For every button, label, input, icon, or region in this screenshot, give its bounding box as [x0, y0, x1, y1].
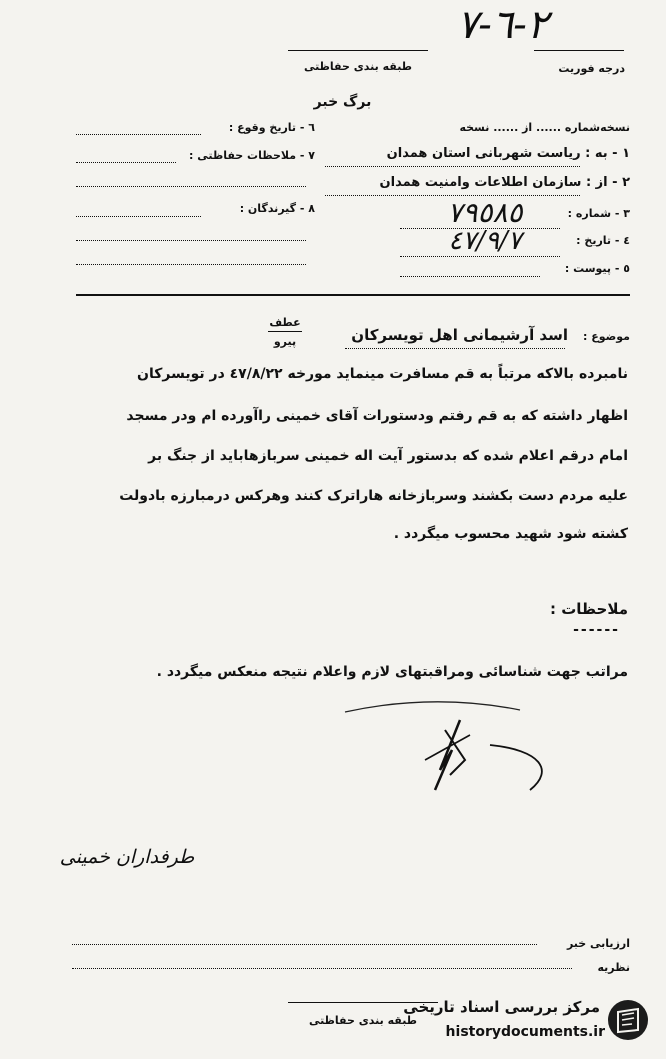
attachment-field-line [400, 276, 540, 277]
security-notes-line-2 [76, 186, 306, 187]
recipients-line-3 [76, 264, 306, 265]
copy-number-row: نسخه‌شماره ...... از ...... نسخه [459, 121, 630, 134]
handwritten-document-number: ٢-٦-٧ [456, 2, 549, 48]
number-value-handwritten: ٧٩٥٨٥ [447, 196, 523, 229]
subject-value: اسد آرشیمانی اهل تویسرکان [351, 326, 568, 344]
classification-label-bottom: طبقه بندی حفاظتی [308, 1014, 418, 1027]
body-line-1: نامبرده بالاکه مرتباً به قم مسافرت مینماید مورخه ٤٧/٨/٢٢ در تویسرکان [137, 366, 628, 382]
event-date-label: ٦ - تاریخ وقوع : [228, 121, 315, 134]
handwritten-note: طرفداران خمینی [59, 846, 195, 868]
opinion-line [72, 968, 572, 969]
classification-rule-top [288, 50, 428, 51]
signature-mark [340, 690, 570, 800]
priority-label: درجه فوریت [558, 62, 625, 75]
date-value-handwritten: ٤٧/٩/٧ [448, 226, 522, 256]
date-label: ٤ - تاریخ : [576, 234, 630, 247]
event-date-line [76, 134, 201, 135]
body-line-2: اظهار داشته که به قم رفتم ودستورات آقای خمینی راآورده ام ودر مسجد [126, 408, 628, 424]
security-notes-label: ٧ - ملاحظات حفاظتی : [189, 149, 315, 162]
subject-label: موضوع : [583, 330, 630, 343]
watermark-title: مرکز بررسی اسناد تاریخی [403, 998, 600, 1016]
classification-label-top: طبقه بندی حفاظتی [303, 60, 413, 73]
attachment-label: ٥ - پیوست : [564, 262, 630, 275]
from-field: ۲ - از : سازمان اطلاعات وامنیت همدان [379, 175, 630, 190]
watermark-url: historydocuments.ir [445, 1024, 605, 1040]
reference-divider [268, 331, 302, 332]
evaluation-label: ارزیابی خبر [566, 937, 630, 950]
reference-atf: عطف [269, 316, 301, 329]
evaluation-line [72, 944, 537, 945]
body-line-4: علیه مردم دست بکشند وسربازخانه هاراترک کنند وهرکس درمبارزه بادولت [119, 488, 628, 504]
archive-logo-icon [608, 1000, 648, 1040]
recipients-line-2 [76, 240, 306, 241]
notes-label: ملاحظات : [549, 600, 628, 618]
date-field-line [400, 256, 560, 257]
form-title: برگ خبر [313, 94, 372, 110]
opinion-label: نظریه [597, 961, 630, 974]
notes-text: مراتب جهت شناسائی ومراقبتهای لازم واعلام نتیجه منعکس میگردد . [156, 664, 628, 680]
priority-rule-top [534, 50, 624, 51]
subject-line [345, 348, 565, 349]
number-label: ۳ - شماره : [567, 207, 630, 220]
body-line-3: امام درقم اعلام شده که بدستور آیت اله خمینی سربازهاباید از جنگ بر [148, 448, 628, 464]
header-separator [76, 294, 630, 296]
to-field-line [325, 166, 580, 167]
reference-peyro: پیرو [273, 335, 297, 348]
to-field: ۱ - به : ریاست شهربانی استان همدان [386, 146, 630, 161]
recipients-label: ٨ - گیرندگان : [239, 202, 315, 215]
body-line-5: کشته شود شهید محسوب میگردد . [393, 526, 628, 542]
notes-dashes: ------ [573, 622, 620, 638]
security-notes-line-1 [76, 162, 176, 163]
recipients-line-1 [76, 216, 201, 217]
